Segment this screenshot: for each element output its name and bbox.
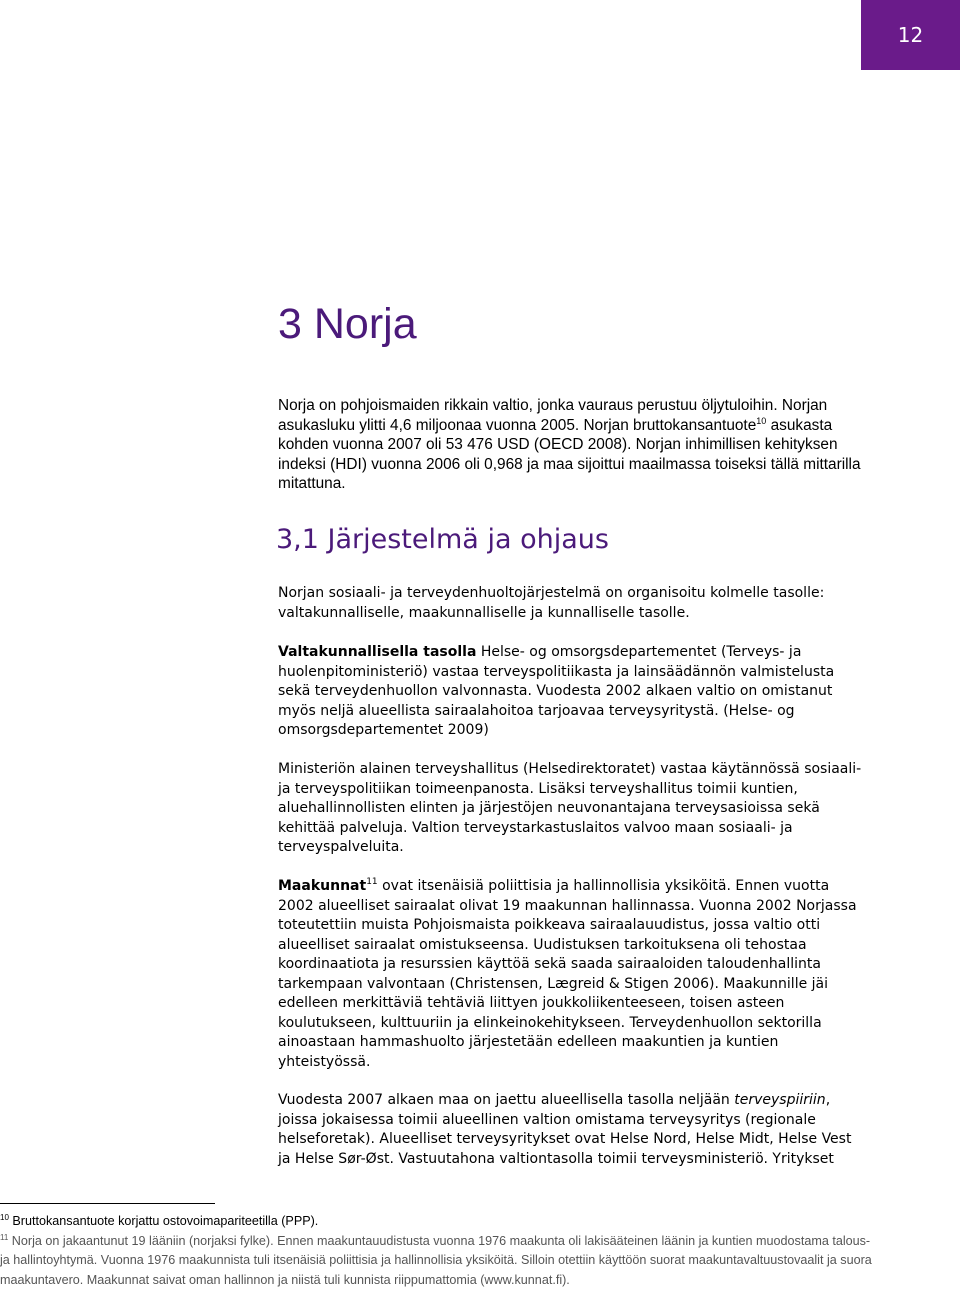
health-regions-text-a: Vuodesta 2007 alkaen maa on jaettu alueellisella tasolla neljään	[278, 1092, 735, 1108]
footnote-10-number: 10	[0, 1213, 9, 1222]
health-regions-term: terveyspiiriin	[734, 1092, 826, 1108]
paragraph-national-level	[278, 643, 868, 741]
section-title: 3,1 Järjestelmä ja ohjaus	[276, 524, 609, 555]
footnote-ref-10[interactable]: 10	[756, 415, 767, 426]
chapter-title: 3 Norja	[278, 300, 417, 348]
page-number: 12	[897, 23, 924, 47]
footnote-11-number: 11	[0, 1232, 9, 1242]
intro-paragraph	[278, 396, 868, 494]
footnote-10-text: Bruttokansantuote korjattu ostovoimapariteetilla (PPP).	[8, 1214, 319, 1228]
footnotes	[0, 1212, 880, 1290]
paragraph-levels-text: Norjan sosiaali- ja terveydenhuoltojärjestelmä on organisoitu kolmelle tasolle: valtakunnalliselle, maakunnalliselle ja kunnalliselle tasolle.	[278, 585, 825, 621]
intro-text-a: Norja on pohjoismaiden rikkain valtio, jonka vauraus perustuu öljytuloihin. Norjan asukasluku ylitti 4,6 miljoonaa vuonna 2005. Norjan bruttokansantuote	[278, 397, 828, 434]
paragraph-health-directorate	[278, 760, 868, 858]
counties-text: ovat itsenäisiä poliittisia ja hallinnollisia yksiköitä. Ennen vuotta 2002 alueelliset sairaalat olivat 19 maakunnan hallinnassa. Vuonna 2002 Norjassa toteutettiin muista Pohjoismaista poikkeava sairaalauudistus, jossa valtio otti alueelliset sairaalat omistukseensa. Uudistuksen tarkoituksena oli tehostaa koordinaatiota ja resurssien käyttöä sekä saada sairaaloiden taloudenhallinta tarkempaan valvontaan (Christensen, Lægreid & Stigen 2006). Maakunnille jäi edelleen merkittäviä tehtäviä liittyen joukkoliikenteeseen, toisen asteen koulutukseen, kulttuuriin ja elinkeinokehitykseen. Terveydenhuollon sektorilla ainoastaan hammashuolto järjestetään edelleen maakuntien ja kuntien yhteistyössä.	[278, 878, 857, 1070]
national-level-text: Helse- og omsorgsdepartementet (Terveys- ja huolenpitoministeriö) vastaa terveyspolitiikasta ja lainsäädännön valmistelusta sekä terveydenhuollon valvonnasta. Vuodesta 2002 alkaen valtio on omistanut myös neljä alueellista sairaalahoitoa tarjoavaa terveysyritystä. (Helse- og omsorgsdepartementet 2009)	[278, 644, 835, 738]
national-level-heading: Valtakunnallisella tasolla	[278, 644, 477, 660]
footnote-11	[0, 1232, 880, 1291]
footnote-10	[0, 1212, 880, 1232]
counties-heading: Maakunnat	[278, 878, 367, 894]
health-directorate-text: Ministeriön alainen terveyshallitus (Helsedirektoratet) vastaa käytännössä sosiaali- ja terveyspolitiikan toimeenpanosta. Lisäksi terveyshallitus toimii kuntien, aluehallinnollisten elinten ja järjestöjen neuvonantajana terveysasioissa sekä kehittää palveluja. Valtion terveystarkastuslaitos valvoo maan sosiaali- ja terveyspalveluita.	[278, 761, 862, 855]
paragraph-health-regions	[278, 1091, 868, 1169]
paragraph-counties	[278, 877, 868, 1072]
footnote-divider	[0, 1203, 215, 1204]
intro-text-b: asukasta kohden vuonna 2007 oli 53 476 USD (OECD 2008). Norjan inhimillisen kehityksen indeksi (HDI) vuonna 2006 oli 0,968 ja maa sijoittui maailmassa toiseksi tällä mittarilla mitattuna.	[278, 416, 861, 492]
footnote-ref-11[interactable]: 11	[366, 877, 378, 887]
paragraph-levels	[278, 584, 868, 623]
health-regions-text-b: , joissa jokaisessa toimii alueellinen valtion omistama terveysyritys (regionale helseforetak). Alueelliset terveysyritykset ovat Helse Nord, Helse Midt, Helse Vest ja Helse Sør-Øst. Vastuutahona valtiontasolla toimii terveysministeriö. Yritykset	[278, 1092, 852, 1167]
footnote-11-text: Norja on jakaantunut 19 lääniin (norjaksi fylke). Ennen maakuntauudistusta vuonna 1976 maakunta oli lakisääteinen läänin ja kuntien muodostama talous- ja hallintoyhtymä. Vuonna 1976 maakunnista tuli itsenäisiä poliittisia ja hallinnollisia yksiköitä. Silloin otettiin käyttöön suorat maakuntavaltuustovaalit ja suora maakuntavero. Maakunnat saivat oman hallinnon ja niistä tuli kunnista riippumattomia (www.kunnat.fi).	[0, 1233, 872, 1287]
page-number-badge	[861, 0, 960, 70]
